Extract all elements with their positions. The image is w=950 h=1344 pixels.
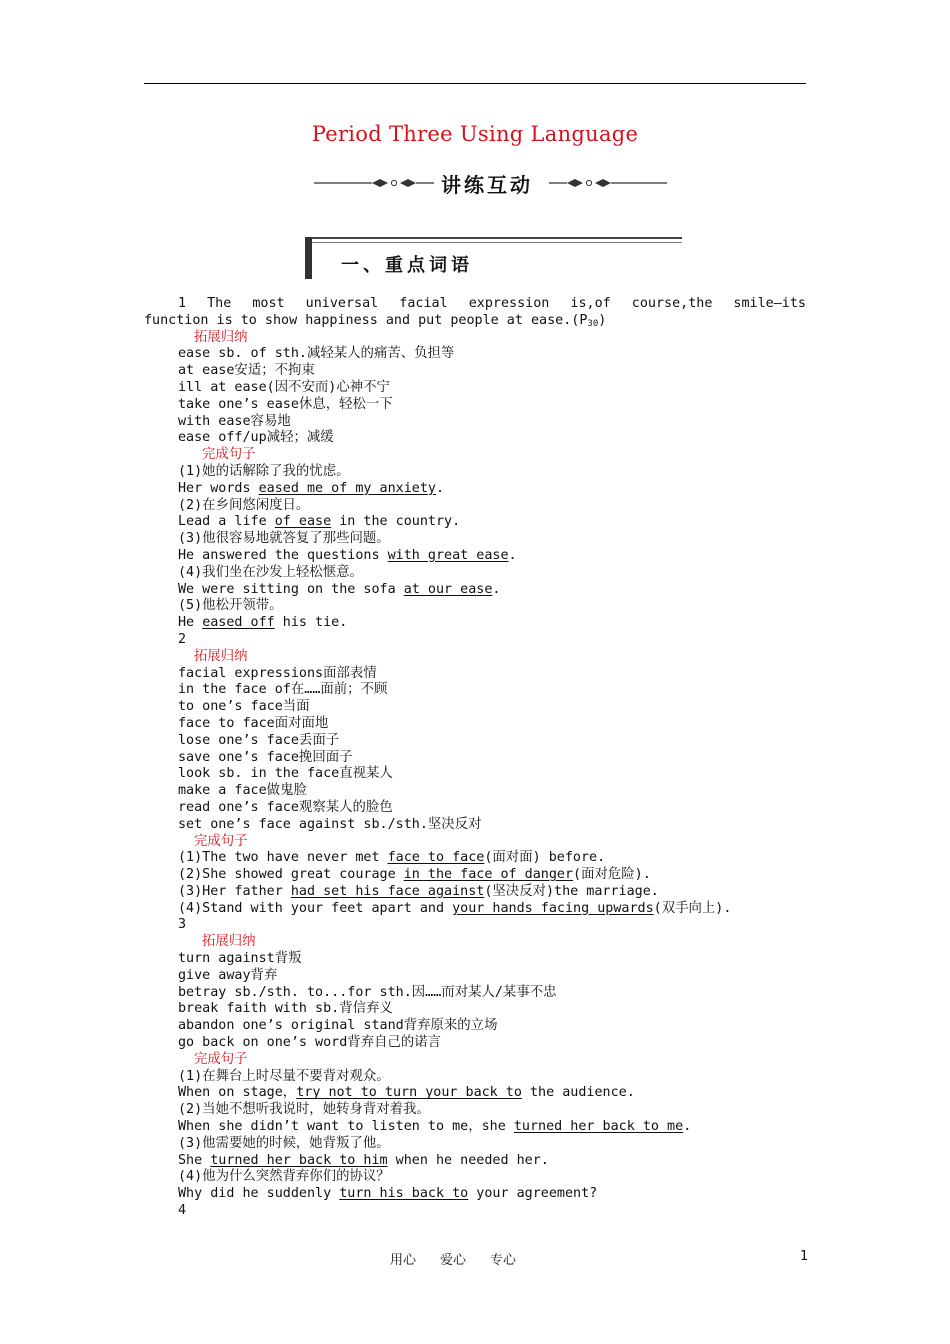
complete-heading: 完成句子	[202, 447, 256, 463]
page-title: Period Three Using Language	[311, 122, 639, 146]
phrase-line: ease sb. of sth.减轻某人的痛苦、负担等	[178, 346, 455, 362]
phrase-line: ill at ease(因不安而)心神不宁	[178, 379, 390, 395]
phrase-line: take one’s ease休息，轻松一下	[178, 396, 393, 412]
document-body	[144, 296, 806, 1220]
phrase-line: read one’s face观察某人的脸色	[178, 799, 393, 815]
phrase-line: betray sb./sth. to...for sth.因……而对某人/某事不忠	[178, 984, 557, 1000]
answer-blank: had set his face against	[290, 883, 485, 899]
section-heading-box	[305, 237, 682, 279]
exercise-cn: (2)在乡间悠闲度日。	[178, 497, 310, 513]
item-number: 3	[178, 917, 187, 933]
answer-blank: at our ease	[403, 581, 493, 597]
item-number: 2	[178, 631, 187, 647]
exercise-cn: (1)她的话解除了我的忧虑。	[178, 463, 350, 479]
exercise-cn: (5)他松开领带。	[178, 598, 283, 614]
phrase-line: in the face of在……面前；不顾	[178, 682, 388, 698]
exercise-en: Lead a life of ease in the country.	[178, 514, 461, 530]
answer-blank: try not to turn your back to	[296, 1085, 522, 1101]
exercise-en: He eased off his tie.	[178, 615, 348, 631]
phrase-line: break faith with sb.背信弃义	[178, 1001, 393, 1017]
exercise-en: When she didn’t want to listen to me，she turned her back to me.	[178, 1119, 692, 1135]
exercise-en: She turned her back to him when he needed her.	[178, 1152, 549, 1168]
answer-blank: with great ease	[387, 547, 509, 563]
complete-heading: 完成句子	[194, 1051, 248, 1067]
complete-heading: 完成句子	[194, 833, 248, 849]
answer-blank: your hands facing upwards	[452, 900, 654, 916]
phrase-line: turn against背叛	[178, 951, 302, 967]
exercise-cn: (2)当她不想听我说时，她转身背对着我。	[178, 1102, 430, 1118]
section-heading: 一、重点词语	[341, 255, 473, 276]
phrase-line: with ease容易地	[178, 413, 291, 429]
phrase-line: set one’s face against sb./sth.坚决反对	[178, 816, 482, 832]
exercise-cn: (3)他需要她的时候，她背叛了他。	[178, 1135, 390, 1151]
exercise-en: (1)The two have never met face to face(面对面) before.	[178, 850, 606, 866]
expand-heading: 拓展归纳	[194, 329, 248, 345]
phrase-line: give away背弃	[178, 967, 278, 983]
exercise-cn: (3)他很容易地就答复了那些问题。	[178, 531, 390, 547]
footer-motto: 用心 爱心 专心	[390, 1253, 517, 1268]
exercise-cn: (4)他为什么突然背弃你们的协议？	[178, 1169, 390, 1185]
item-1-sentence-cont: function is to show happiness and put people at $ease.(P_{30})$	[144, 312, 607, 329]
section-banner	[0, 168, 950, 198]
exercise-en: He answered the questions with great ease.	[178, 547, 517, 563]
section-rule-thin	[312, 242, 682, 243]
exercise-en: We were sitting on the sofa at our ease.	[178, 581, 501, 597]
item-number: 4	[178, 1203, 187, 1219]
expand-heading: 拓展归纳	[194, 648, 248, 664]
exercise-en: (2)She showed great courage in the face of danger(面对危险).	[178, 867, 651, 883]
section-bar	[305, 237, 312, 279]
phrase-line: lose one’s face丢面子	[178, 732, 340, 748]
phrase-line: at ease安适；不拘束	[178, 363, 315, 379]
answer-blank: in the face of danger	[403, 867, 574, 883]
phrase-line: look sb. in the face直视某人	[178, 766, 393, 782]
item-1-sentence: 1 The most universal facial expression is,of course,the smile—its	[178, 296, 806, 311]
answer-blank: eased off	[202, 615, 275, 631]
phrase-line: to one’s face当面	[178, 699, 310, 715]
phrase-line: make a face做鬼脸	[178, 783, 307, 799]
answer-blank: eased me of my anxiety	[258, 480, 436, 496]
page-number: 1	[800, 1249, 809, 1264]
banner-title: 讲练互动	[441, 173, 533, 197]
exercise-cn: (4)我们坐在沙发上轻松惬意。	[178, 564, 363, 580]
header-rule	[144, 83, 806, 84]
answer-blank: turned her back to him	[210, 1152, 388, 1168]
phrase-line: save one’s face挽回面子	[178, 749, 353, 765]
phrase-line: go back on one’s word背弃自己的诺言	[178, 1035, 442, 1051]
section-rule	[312, 237, 682, 239]
phrase-line: face to face面对面地	[178, 715, 329, 731]
banner-ornament-right-icon	[549, 177, 669, 189]
exercise-en: Why did he suddenly turn his back to your agreement?	[178, 1186, 598, 1202]
answer-blank: face to face	[387, 850, 485, 866]
banner-ornament-left-icon	[314, 177, 434, 189]
exercise-en: (3)Her father had set his face against(坚决反对)the marriage.	[178, 883, 659, 899]
exercise-en: Her words eased me of my anxiety.	[178, 480, 445, 496]
answer-blank: of ease	[274, 514, 332, 530]
answer-blank: turned her back to me	[513, 1119, 684, 1135]
exercise-cn: (1)在舞台上时尽量不要背对观众。	[178, 1068, 390, 1084]
exercise-en: When on stage，try not to turn your back to the audience.	[178, 1085, 635, 1101]
expand-heading: 拓展归纳	[202, 934, 256, 950]
phrase-line: ease off/up减轻；减缓	[178, 430, 334, 446]
answer-blank: turn his back to	[339, 1186, 469, 1202]
phrase-line: facial expressions面部表情	[178, 665, 377, 681]
exercise-en: (4)Stand with your feet apart and your hands facing upwards(双手向上).	[178, 900, 732, 916]
phrase-line: abandon one’s original stand背弃原来的立场	[178, 1018, 498, 1034]
